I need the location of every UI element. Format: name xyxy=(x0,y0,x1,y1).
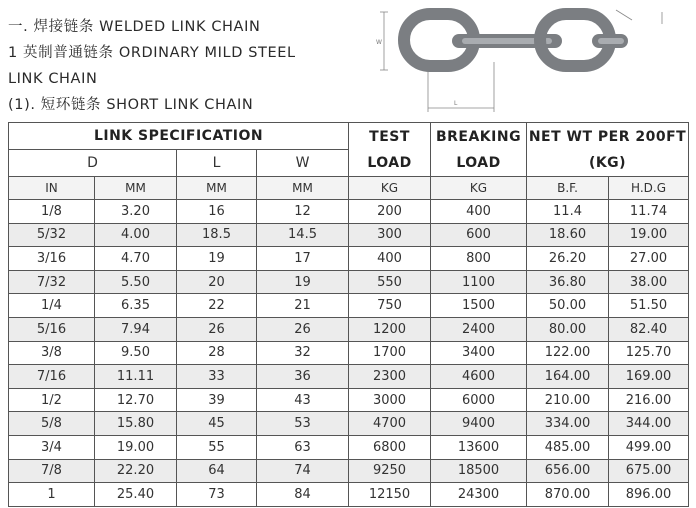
table-cell: 5/8 xyxy=(9,412,95,436)
table-cell: 1700 xyxy=(349,341,431,365)
table-cell: 1 xyxy=(9,483,95,507)
table-row xyxy=(9,412,689,436)
table-cell: 400 xyxy=(431,200,527,224)
table-cell: 33 xyxy=(177,365,257,389)
table-cell: 14.5 xyxy=(257,223,349,247)
dimension-label-w: W xyxy=(376,39,382,46)
table-cell: 3400 xyxy=(431,341,527,365)
table-cell: 22.20 xyxy=(95,459,177,483)
table-cell: 3/16 xyxy=(9,247,95,271)
table-cell: 169.00 xyxy=(609,365,689,389)
table-cell: 870.00 xyxy=(527,483,609,507)
table-cell: 4600 xyxy=(431,365,527,389)
unit-cell: IN xyxy=(9,177,95,200)
section-title: 一. 焊接链条 WELDED LINK CHAIN xyxy=(8,19,261,35)
table-cell: 19 xyxy=(257,270,349,294)
table-cell: 22 xyxy=(177,294,257,318)
unit-cell: KG xyxy=(349,177,431,200)
table-cell: 6800 xyxy=(349,435,431,459)
table-cell: 1/2 xyxy=(9,388,95,412)
table-row xyxy=(9,223,689,247)
table-cell: 400 xyxy=(349,247,431,271)
table-cell: 7/32 xyxy=(9,270,95,294)
table-cell: 13600 xyxy=(431,435,527,459)
table-cell: 550 xyxy=(349,270,431,294)
table-cell: 19.00 xyxy=(609,223,689,247)
intro-text xyxy=(8,14,378,118)
table-body xyxy=(9,200,689,507)
table-cell: 200 xyxy=(349,200,431,224)
table-cell: 45 xyxy=(177,412,257,436)
table-cell: 125.70 xyxy=(609,341,689,365)
table-cell: 39 xyxy=(177,388,257,412)
header-test-load: TEST LOAD xyxy=(349,123,431,177)
table-row xyxy=(9,270,689,294)
table-cell: 600 xyxy=(431,223,527,247)
table-cell: 12150 xyxy=(349,483,431,507)
table-cell: 82.40 xyxy=(609,317,689,341)
table-cell: 656.00 xyxy=(527,459,609,483)
subsection-title: 1 英制普通链条 ORDINARY MILD STEEL xyxy=(8,45,296,61)
table-cell: 2300 xyxy=(349,365,431,389)
dimension-label-l: L xyxy=(454,100,458,107)
table-cell: 63 xyxy=(257,435,349,459)
table-cell: 3.20 xyxy=(95,200,177,224)
table-cell: 1200 xyxy=(349,317,431,341)
table-cell: 73 xyxy=(177,483,257,507)
table-cell: 4.70 xyxy=(95,247,177,271)
table-cell: 24300 xyxy=(431,483,527,507)
table-cell: 15.80 xyxy=(95,412,177,436)
table-cell: 36.80 xyxy=(527,270,609,294)
table-cell: 750 xyxy=(349,294,431,318)
table-cell: 9.50 xyxy=(95,341,177,365)
table-cell: 20 xyxy=(177,270,257,294)
table-cell: 4.00 xyxy=(95,223,177,247)
table-cell: 26 xyxy=(257,317,349,341)
table-cell: 210.00 xyxy=(527,388,609,412)
table-cell: 3000 xyxy=(349,388,431,412)
table-cell: 11.74 xyxy=(609,200,689,224)
unit-cell: MM xyxy=(257,177,349,200)
subsection-title-cont: LINK CHAIN xyxy=(8,71,98,87)
table-cell: 5/16 xyxy=(9,317,95,341)
header-w: W xyxy=(257,150,349,177)
table-cell: 122.00 xyxy=(527,341,609,365)
table-cell: 800 xyxy=(431,247,527,271)
table-row xyxy=(9,317,689,341)
table-cell: 1/8 xyxy=(9,200,95,224)
table-cell: 499.00 xyxy=(609,435,689,459)
table-row xyxy=(9,341,689,365)
table-cell: 2400 xyxy=(431,317,527,341)
table-row xyxy=(9,459,689,483)
table-cell: 675.00 xyxy=(609,459,689,483)
table-cell: 7/8 xyxy=(9,459,95,483)
table-cell: 9400 xyxy=(431,412,527,436)
table-cell: 19.00 xyxy=(95,435,177,459)
table-cell: 28 xyxy=(177,341,257,365)
table-cell: 7/16 xyxy=(9,365,95,389)
table-cell: 896.00 xyxy=(609,483,689,507)
table-row xyxy=(9,200,689,224)
table-cell: 43 xyxy=(257,388,349,412)
table-cell: 9250 xyxy=(349,459,431,483)
unit-cell: MM xyxy=(177,177,257,200)
table-cell: 21 xyxy=(257,294,349,318)
table-cell: 17 xyxy=(257,247,349,271)
table-cell: 32 xyxy=(257,341,349,365)
table-cell: 1100 xyxy=(431,270,527,294)
table-row xyxy=(9,388,689,412)
table-cell: 5/32 xyxy=(9,223,95,247)
table-cell: 18500 xyxy=(431,459,527,483)
unit-cell: MM xyxy=(95,177,177,200)
table-cell: 38.00 xyxy=(609,270,689,294)
table-cell: 300 xyxy=(349,223,431,247)
table-cell: 1500 xyxy=(431,294,527,318)
table-cell: 18.60 xyxy=(527,223,609,247)
table-cell: 11.11 xyxy=(95,365,177,389)
chain-type-title: (1). 短环链条 SHORT LINK CHAIN xyxy=(8,97,254,113)
table-row xyxy=(9,435,689,459)
table-cell: 3/8 xyxy=(9,341,95,365)
unit-cell: H.D.G xyxy=(609,177,689,200)
table-row xyxy=(9,247,689,271)
table-cell: 80.00 xyxy=(527,317,609,341)
table-cell: 36 xyxy=(257,365,349,389)
unit-cell: B.F. xyxy=(527,177,609,200)
table-cell: 64 xyxy=(177,459,257,483)
table-cell: 74 xyxy=(257,459,349,483)
table-cell: 55 xyxy=(177,435,257,459)
header-l: L xyxy=(177,150,257,177)
table-cell: 26.20 xyxy=(527,247,609,271)
table-row xyxy=(9,365,689,389)
link-spec-table xyxy=(8,122,689,507)
units-row xyxy=(9,177,689,200)
header-breaking-load: BREAKING LOAD xyxy=(431,123,527,177)
unit-cell: KG xyxy=(431,177,527,200)
table-cell: 11.4 xyxy=(527,200,609,224)
table-cell: 1/4 xyxy=(9,294,95,318)
table-cell: 7.94 xyxy=(95,317,177,341)
chain-link-diagram xyxy=(370,4,666,114)
table-cell: 27.00 xyxy=(609,247,689,271)
table-cell: 51.50 xyxy=(609,294,689,318)
table-cell: 25.40 xyxy=(95,483,177,507)
table-cell: 84 xyxy=(257,483,349,507)
table-cell: 485.00 xyxy=(527,435,609,459)
table-cell: 19 xyxy=(177,247,257,271)
header-net-weight: NET WT PER 200FT (KG) xyxy=(527,123,689,177)
table-cell: 12 xyxy=(257,200,349,224)
table-cell: 5.50 xyxy=(95,270,177,294)
table-cell: 53 xyxy=(257,412,349,436)
table-cell: 26 xyxy=(177,317,257,341)
table-row xyxy=(9,294,689,318)
table-cell: 16 xyxy=(177,200,257,224)
table-cell: 3/4 xyxy=(9,435,95,459)
table-cell: 18.5 xyxy=(177,223,257,247)
table-cell: 12.70 xyxy=(95,388,177,412)
table-cell: 216.00 xyxy=(609,388,689,412)
table-cell: 4700 xyxy=(349,412,431,436)
header-d: D xyxy=(9,150,177,177)
table-cell: 334.00 xyxy=(527,412,609,436)
table-cell: 164.00 xyxy=(527,365,609,389)
table-cell: 6.35 xyxy=(95,294,177,318)
header-link-specification: LINK SPECIFICATION xyxy=(9,123,349,150)
table-cell: 50.00 xyxy=(527,294,609,318)
table-row xyxy=(9,483,689,507)
table-cell: 344.00 xyxy=(609,412,689,436)
table-cell: 6000 xyxy=(431,388,527,412)
